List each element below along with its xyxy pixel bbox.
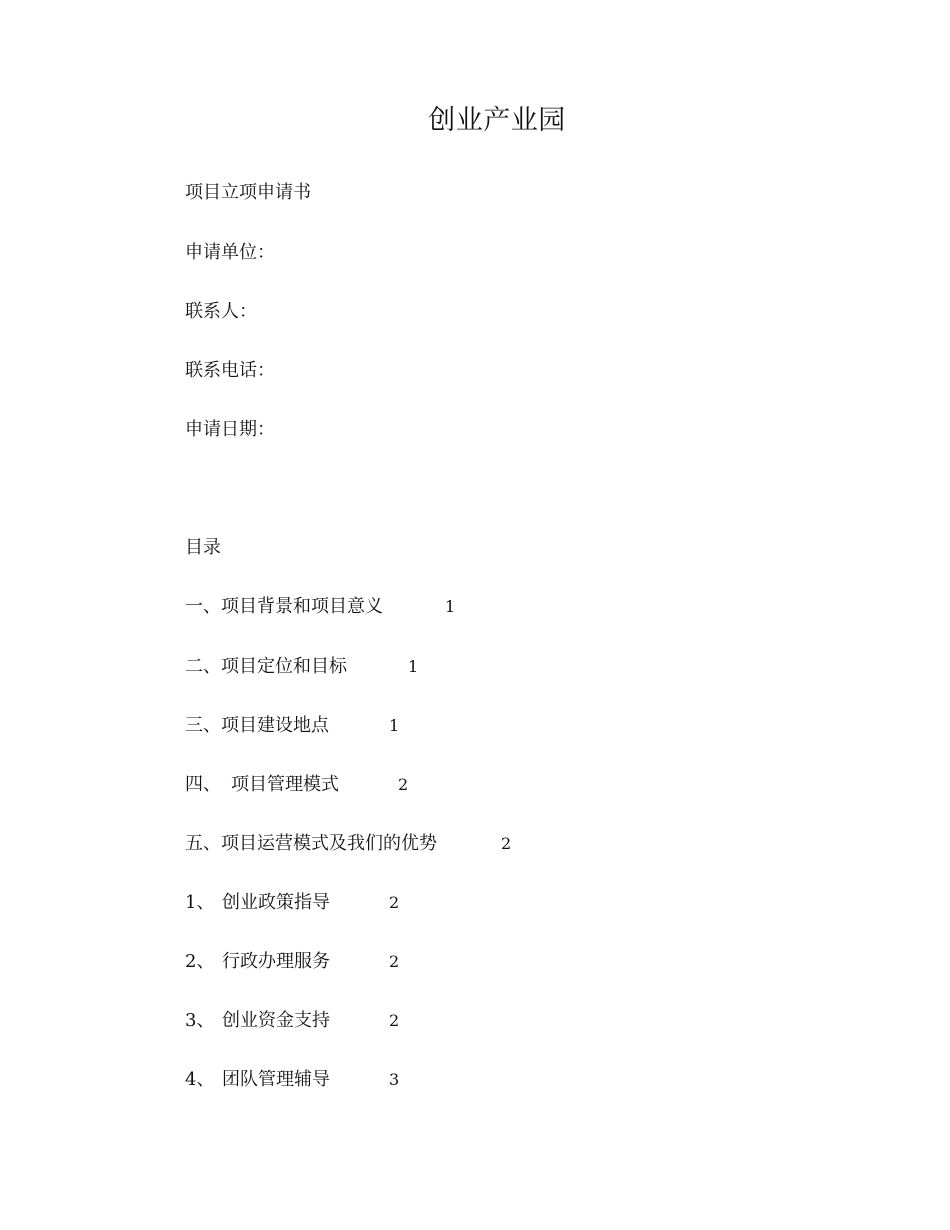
toc-item-page: 2 (398, 775, 409, 794)
toc-item-page: 1 (408, 657, 419, 676)
toc-item-page: 2 (501, 834, 512, 853)
toc-item-marker: 4、 (185, 1069, 215, 1090)
toc-item-marker: 四、 (185, 774, 221, 795)
toc-item-label: 三、项目建设地点 (185, 715, 329, 736)
toc-item-label: 项目管理模式 (231, 774, 339, 795)
toc-item-label: 二、项目定位和目标 (185, 656, 347, 677)
toc-item-label: 团队管理辅导 (222, 1069, 330, 1090)
toc-item-label: 一、项目背景和项目意义 (185, 596, 383, 617)
document-title: 创业产业园 (428, 105, 566, 136)
field-contact-person: 联系人： (185, 301, 257, 322)
toc-item-label: 创业资金支持 (222, 1010, 330, 1031)
field-application-date: 申请日期： (185, 419, 275, 440)
document-subtitle: 项目立项申请书 (185, 182, 311, 203)
toc-item-label: 行政办理服务 (222, 951, 330, 972)
toc-heading: 目录 (185, 537, 221, 558)
toc-item-page: 2 (389, 952, 400, 971)
field-contact-phone: 联系电话： (185, 360, 275, 381)
toc-item-marker: 3、 (185, 1010, 215, 1031)
toc-item-page: 1 (445, 597, 456, 616)
field-applicant-unit: 申请单位： (185, 242, 275, 263)
toc-item-page: 1 (389, 716, 400, 735)
toc-item-marker: 2、 (185, 951, 215, 972)
toc-item-page: 2 (389, 893, 400, 912)
toc-item-label: 五、项目运营模式及我们的优势 (185, 833, 437, 854)
toc-item-page: 2 (389, 1011, 400, 1030)
toc-item-marker: 1、 (185, 892, 215, 913)
toc-item-label: 创业政策指导 (222, 892, 330, 913)
toc-item-page: 3 (389, 1070, 400, 1089)
